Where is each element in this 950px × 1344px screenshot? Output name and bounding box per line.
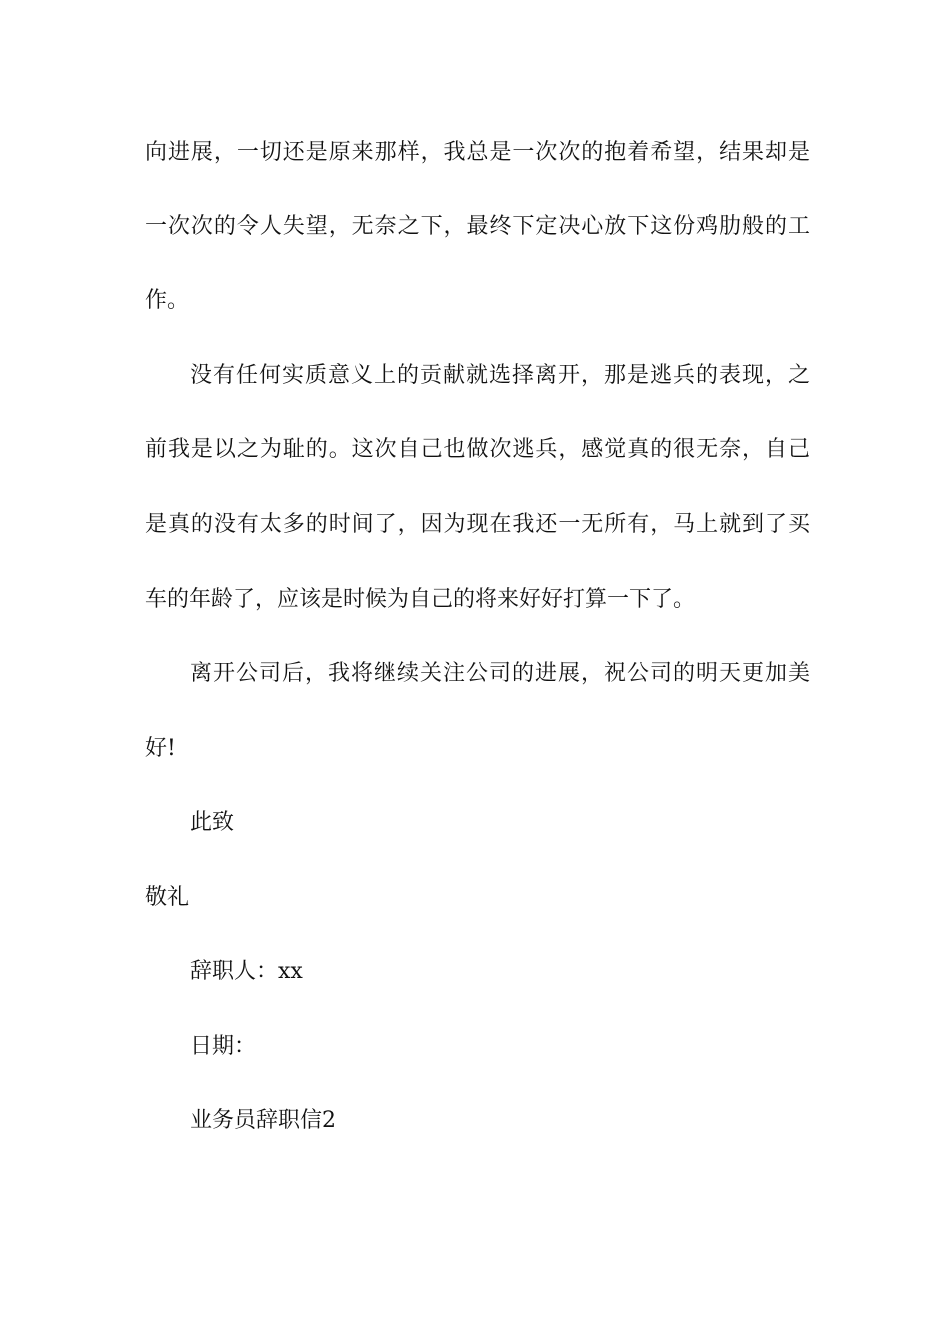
paragraph-line: 没有任何实质意义上的贡献就选择离开，那是逃兵的表现，之 bbox=[190, 363, 810, 388]
paragraph-line: 是真的没有太多的时间了，因为现在我还一无所有，马上就到了买 bbox=[145, 512, 810, 537]
closing-text: 此致 bbox=[190, 810, 235, 835]
signer-text: 辞职人：xx bbox=[190, 959, 303, 984]
paragraph-line: 向进展，一切还是原来那样，我总是一次次的抱着希望，结果却是 bbox=[145, 140, 810, 165]
paragraph-line: 前我是以之为耻的。这次自己也做次逃兵，感觉真的很无奈，自己 bbox=[145, 437, 810, 462]
salutation-text: 敬礼 bbox=[145, 885, 190, 910]
date-text: 日期： bbox=[190, 1034, 257, 1059]
next-letter-title: 业务员辞职信2 bbox=[190, 1108, 336, 1133]
paragraph-line: 作。 bbox=[145, 288, 190, 313]
paragraph-line: 一次次的令人失望，无奈之下，最终下定决心放下这份鸡肋般的工 bbox=[145, 214, 810, 239]
paragraph-line: 车的年龄了，应该是时候为自己的将来好好打算一下了。 bbox=[145, 587, 696, 612]
paragraph-line: 好! bbox=[145, 736, 176, 761]
paragraph-line: 离开公司后，我将继续关注公司的进展，祝公司的明天更加美 bbox=[190, 661, 810, 686]
